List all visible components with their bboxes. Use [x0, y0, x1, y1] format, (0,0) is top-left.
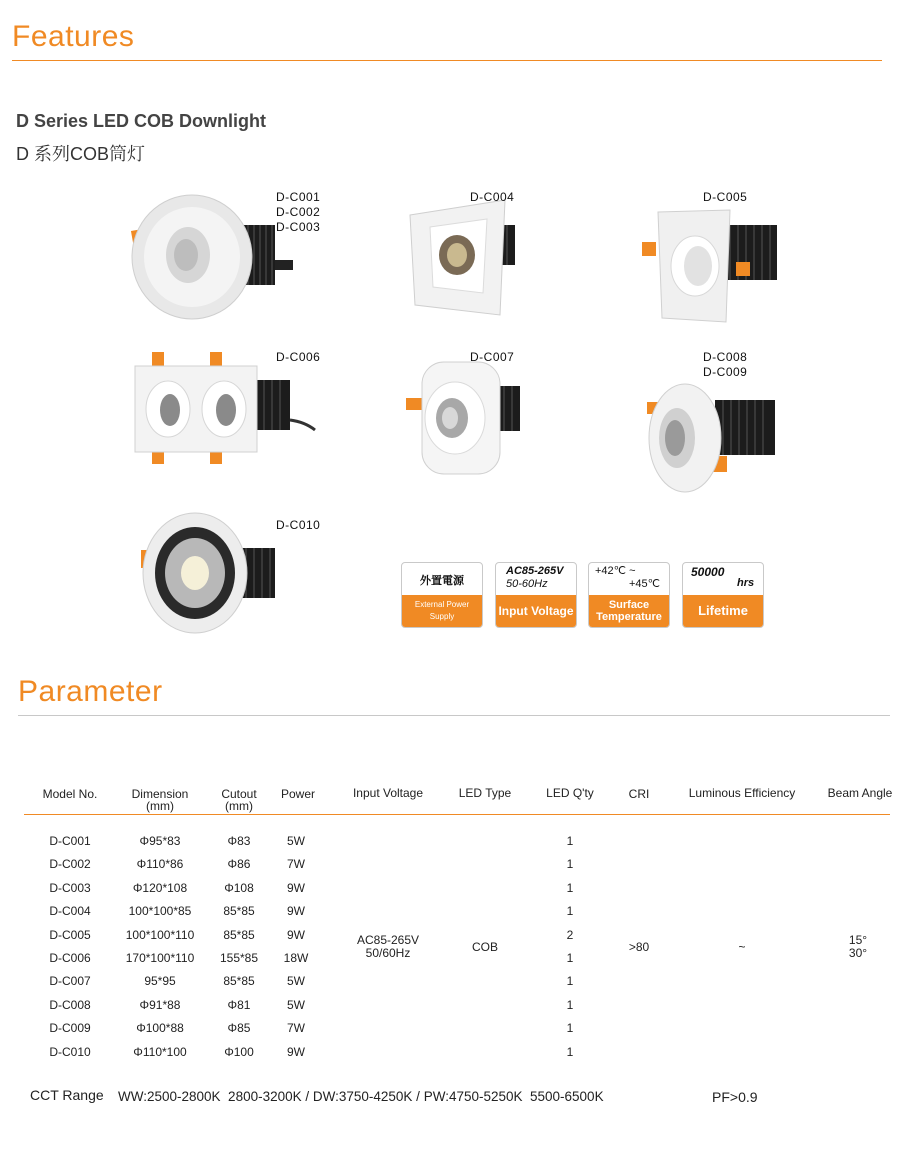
cell-power: 7W [287, 857, 305, 872]
cell-cutout: 85*85 [223, 927, 255, 942]
product-label-d-c010: D-C010 [276, 518, 321, 532]
cell-qty: 1 [566, 951, 574, 965]
cell-qty: 1 [566, 904, 574, 919]
cell-cutout: Φ100 [224, 1044, 254, 1059]
cell-power: 9W [287, 927, 305, 942]
badge-lifetime: 50000 hrs Lifetime [682, 562, 764, 628]
cell-dimension: Φ110*100 [133, 1044, 187, 1059]
cell-cutout: Φ108 [224, 880, 254, 895]
cell-qty: 1 [566, 834, 574, 848]
header-model: Model No. [42, 787, 98, 801]
cell-power: 9W [287, 880, 305, 895]
series-title-en: D Series LED COB Downlight [16, 111, 267, 131]
table-header-rule [24, 814, 890, 815]
product-image-d-c006 [130, 350, 325, 468]
product-image-d-c007 [400, 358, 530, 478]
header-efficiency: Luminous Efficiency [688, 786, 796, 800]
product-label-d-c005: D-C005 [703, 190, 748, 204]
series-title-cn: D 系列COB筒灯 [16, 144, 146, 164]
cell-beam-angle: 15° 30° [848, 933, 868, 960]
features-divider [12, 60, 882, 61]
cell-led-type: COB [471, 940, 498, 954]
cell-model: D-C005 [49, 927, 91, 942]
cell-input-voltage: AC85-265V 50/60Hz [356, 933, 420, 960]
cell-dimension: Φ100*88 [136, 1021, 184, 1036]
cell-model: D-C003 [49, 880, 91, 895]
product-image-d-c010 [135, 510, 295, 640]
cell-power: 5W [287, 997, 305, 1012]
badge-external-power: 外置電源 External Power Supply [401, 562, 483, 628]
cell-cutout: Φ86 [227, 857, 251, 872]
cell-dimension: Φ91*88 [139, 997, 181, 1012]
parameter-divider [18, 715, 890, 716]
product-label-d-c001: D-C001 D-C002 D-C003 [276, 190, 321, 234]
cell-qty: 2 [566, 927, 574, 942]
cell-dimension: Φ120*108 [132, 880, 188, 895]
features-title: Features [12, 20, 135, 53]
cell-cutout: Φ83 [227, 834, 251, 848]
cell-power: 18W [283, 951, 309, 965]
cell-qty: 1 [566, 1044, 574, 1059]
header-cri: CRI [628, 787, 650, 801]
header-power: Power [280, 787, 315, 801]
product-image-d-c004 [405, 195, 530, 320]
cell-qty: 1 [566, 997, 574, 1012]
cell-qty: 1 [566, 1021, 574, 1036]
cell-dimension: 100*100*110 [125, 927, 195, 942]
product-label-d-c006: D-C006 [276, 350, 321, 364]
header-beam: Beam Angle [827, 786, 893, 800]
cct-label: CCT Range [30, 1087, 104, 1103]
product-image-d-c005 [640, 200, 790, 325]
cell-power: 9W [287, 904, 305, 919]
cell-qty: 1 [566, 880, 574, 895]
header-led-type: LED Type [458, 786, 512, 800]
cell-model: D-C002 [49, 857, 91, 872]
cell-dimension: 170*100*110 [125, 951, 195, 965]
cell-model: D-C001 [49, 834, 91, 848]
cell-cutout: 85*85 [223, 974, 255, 989]
product-label-d-c004: D-C004 [470, 190, 515, 204]
cell-qty: 1 [566, 857, 574, 872]
product-image-d-c008 [645, 380, 785, 495]
cell-cri: >80 [628, 940, 650, 954]
parameter-title: Parameter [18, 675, 163, 708]
header-cutout: Cutout (mm) [221, 787, 257, 813]
cell-model: D-C010 [49, 1044, 91, 1059]
cell-model: D-C008 [49, 997, 91, 1012]
cell-model: D-C007 [49, 974, 91, 989]
cell-qty: 1 [566, 974, 574, 989]
cell-power: 5W [287, 974, 305, 989]
cell-model: D-C009 [49, 1021, 91, 1036]
header-led-qty: LED Q'ty [546, 786, 594, 800]
cell-cutout: 155*85 [219, 951, 259, 965]
cell-dimension: Φ95*83 [139, 834, 181, 848]
header-dimension: Dimension (mm) [131, 787, 189, 813]
cell-power: 5W [287, 834, 305, 848]
cell-cutout: 85*85 [223, 904, 255, 919]
header-input-voltage: Input Voltage [352, 786, 424, 800]
cell-power: 9W [287, 1044, 305, 1059]
cell-dimension: Φ110*86 [136, 857, 184, 872]
cell-dimension: 100*100*85 [128, 904, 192, 919]
cell-dimension: 95*95 [144, 974, 176, 989]
cell-cutout: Φ85 [227, 1021, 251, 1036]
cell-model: D-C006 [49, 951, 91, 965]
badge-surface-temperature: +42℃ ~ +45℃ Surface Temperature [588, 562, 670, 628]
product-image-d-c001 [130, 185, 300, 325]
cell-model: D-C004 [49, 904, 91, 919]
badge-input-voltage: AC85-265V 50-60Hz Input Voltage [495, 562, 577, 628]
cell-efficiency: ~ [738, 940, 746, 954]
cct-value: WW:2500-2800K 2800-3200K / DW:3750-4250K / PW:4750-5250K 5500-6500K [118, 1089, 604, 1104]
product-label-d-c008: D-C008 D-C009 [703, 350, 748, 379]
cell-power: 7W [287, 1021, 305, 1036]
power-factor: PF>0.9 [712, 1089, 758, 1105]
cell-cutout: Φ81 [227, 997, 251, 1012]
product-label-d-c007: D-C007 [470, 350, 515, 364]
